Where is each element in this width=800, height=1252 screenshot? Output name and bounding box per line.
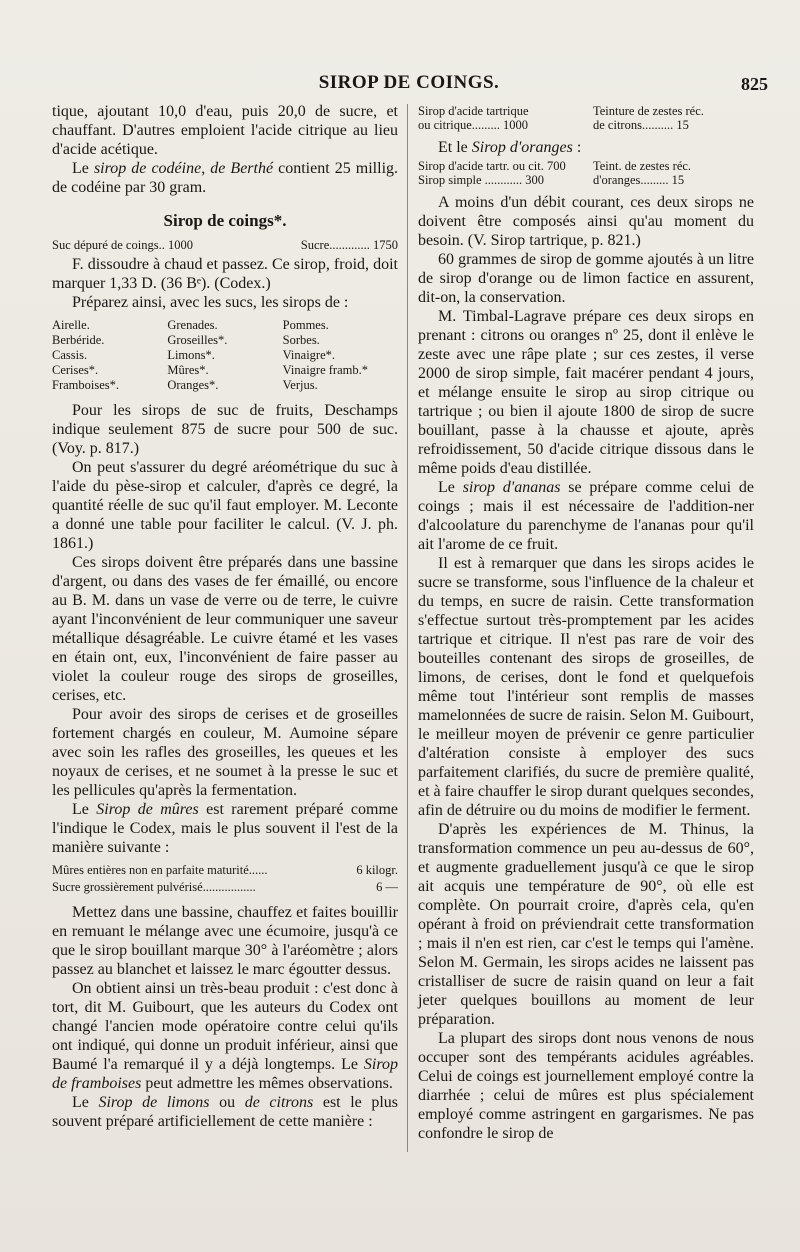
paragraph: Ces sirops doivent être préparés dans une bassine d'argent, ou dans des vases de fer émaillé, ou encore au B. M. dans un vase de verre ou de terre, le cuivre ayant l'inconvénient de leur communiquer une saveur métallique désagréable. Le cuivre étamé et les vases en étain ont, eux, l'inconvénient de faire passer au violet la couleur rouge des sirops de groseilles, cerises, etc. (52, 554, 398, 704)
paragraph: M. Timbal-Lagrave prépare ces deux sirops en prenant : citrons ou oranges nº 25, dont il enlève le zeste avec une râpe plate ; sur ces zestes, il verse 2000 de sirop simple, fait macérer pendant 4 jours, et mélange ensuite le sirop au sirop citrique ou tartrique ; ou bien il ajoute 1800 de sirop de sucre bouillant, passe à la chausse et ajoute, après refroidissement, 50 d'acide citrique dissous dans le même poids d'eau distillée. (418, 308, 754, 477)
fruit-list-col-2: Grenades. Groseilles*. Limons*. Mûres*. Oranges*. (167, 318, 228, 392)
paragraph: Préparez ainsi, avec les sucs, les sirops de : (72, 294, 349, 311)
paragraph: A moins d'un débit courant, ces deux sirops ne doivent être composés ainsi qu'au moment du besoin. (V. Sirop tartrique, p. 821.) (418, 194, 754, 249)
right-column (418, 102, 754, 1143)
running-title: SIROP DE COINGS. (318, 72, 500, 93)
fruit-list-col-1: Airelle. Berbéride. Cassis. Cerises*. Framboises*. (52, 318, 120, 392)
paragraph: On peut s'assurer du degré aréométrique du suc à l'aide du pèse-sirop et calculer, d'après ce degré, la quantité réelle de suc qu'il faut employer. M. Leconte a donné une table pour faciliter le calcul. (V. J. ph. 1861.) (52, 459, 398, 552)
paragraph: Mettez dans une bassine, chauffez et faites bouillir en remuant le mélange avec une écumoire, jusqu'à ce que le sirop bouillant marque 30° à l'aréomètre ; alors passez au blanchet et laissez le marc égoutter dessus. (52, 904, 398, 978)
paragraph: Il est à remarquer que dans les sirops acides le sucre se transforme, sous l'influence de la chaleur et du temps, en sucre de raisin. Cette transformation s'effectue surtout très-promptement par les acides tartrique et citrique. Il n'est pas rare de voir des bouteilles contenant des sirops de groseilles, de limons, de cerises, dont le fond et quelquefois même tout l'intérieur sont remplis de masses mamelonnées de sucre de raisin. Selon M. Guibourt, le meilleur moyen de prévenir ce genre particulier d'altération consiste à employer des sucs parfaitement clarifiés, du sucre de première qualité, et à faire chauffer le sirop durant quelques secondes, afin de détruire ou du moins de modifier le ferment. (418, 555, 755, 819)
recipe-limons: Sirop d'acide tartrique ou citrique......... 1000 Teinture de zestes réc. de citrons.......... 15 (418, 104, 704, 132)
paragraph: Pour les sirops de suc de fruits, Deschamps indique seulement 875 de sucre pour 500 de suc. (Voy. p. 817.) (52, 402, 398, 457)
recipe-coings: Suc dépuré de coings.. 1000 Sucre............. 1750 (52, 238, 398, 252)
page-header (50, 72, 768, 98)
paragraph: F. dissoudre à chaud et passez. Ce sirop, froid, doit marquer 1,33 D. (36 Bᵉ). (Codex.) (52, 256, 398, 292)
paragraph-codeine: Le sirop de codéine, de Berthé contient 25 millig. de codéine par 30 gram. (52, 160, 399, 196)
section-heading-coings: Sirop de coings*. (163, 211, 287, 230)
fruit-list (52, 318, 398, 393)
paragraph-oranges: Et le Sirop d'oranges : (438, 139, 582, 156)
fruit-list-col-3: Pommes. Sorbes. Vinaigre*. Vinaigre framb.* Verjus. (282, 318, 368, 392)
paragraph-guibourt: On obtient ainsi un très-beau produit : c'est donc à tort, dit M. Guibourt, que les auteurs du Codex ont changé l'ancien mode opératoire contre celui qu'ils ont indiqué, qui donne un produit inférieur, ainsi que Baumé l'a remarqué il y a déjà longtemps. Le Sirop de framboises peut admettre les mêmes observations. (52, 980, 398, 1092)
paragraph: Pour avoir des sirops de cerises et de groseilles fortement chargés en couleur, M. Aumoine sépare avec soin les rafles des groseilles, les queues et les noyaux de cerises, et ne soumet à la presse le suc et les pellicules qu'après la fermentation. (52, 706, 398, 799)
paragraph: 60 grammes de sirop de gomme ajoutés à un litre de sirop d'orange ou de limon factice en assurent, dit-on, la conservation. (418, 251, 754, 306)
page-number: 825 (741, 74, 768, 94)
paragraph-ananas: Le sirop d'ananas se prépare comme celui de coings ; mais il est nécessaire de l'addition-ner d'alcoolature du parenchyme de l'ananas pour qu'il ait l'arome de ce fruit. (418, 479, 755, 553)
recipe-mures: Mûres entières non en parfaite maturité...... 6 kilogr. Sucre grossièrement pulvérisé................. 6 — (52, 863, 398, 894)
paragraph-mures: Le Sirop de mûres est rarement préparé comme l'indique le Codex, mais le plus souvent il l'est de la manière suivante : (52, 801, 398, 856)
paragraph: tique, ajoutant 10,0 d'eau, puis 20,0 de sucre, et chauffant. D'autres emploient l'acide citrique au lieu d'acide acétique. (52, 103, 398, 158)
recipe-oranges: Sirop d'acide tartr. ou cit. 700 Sirop simple ............ 300 Teint. de zestes réc. d'oranges......... 15 (418, 159, 692, 187)
paragraph-limons: Le Sirop de limons ou de citrons est le plus souvent préparé artificiellement de cette manière : (52, 1094, 399, 1130)
column-divider (407, 104, 408, 1152)
paragraph: La plupart des sirops dont nous venons de nous occuper sont des tempérants acidules agréables. Celui de coings est journellement employé contre la diarrhée ; celui de mûres est plus spécialement employé comme astringent en gargarismes. Ne pas confondre le sirop de (418, 1030, 754, 1142)
left-column (52, 102, 398, 1131)
paragraph: D'après les expériences de M. Thinus, la transformation commence un peu au-dessus de 60°, et augmente graduellement jusqu'à ce que le sirop ait acquis une température de 90°, où elle est complète. On pourrait croire, d'après cela, qu'en opérant à froid on préviendrait cette transformation ; mais il n'en est rien, car c'est le temps qui l'amène. Selon M. Germain, les sirops acides ne laissent pas cristalliser de sucre de raisin quand on leur a fait jeter quelques bouillons au moment de leur préparation. (418, 821, 754, 1028)
